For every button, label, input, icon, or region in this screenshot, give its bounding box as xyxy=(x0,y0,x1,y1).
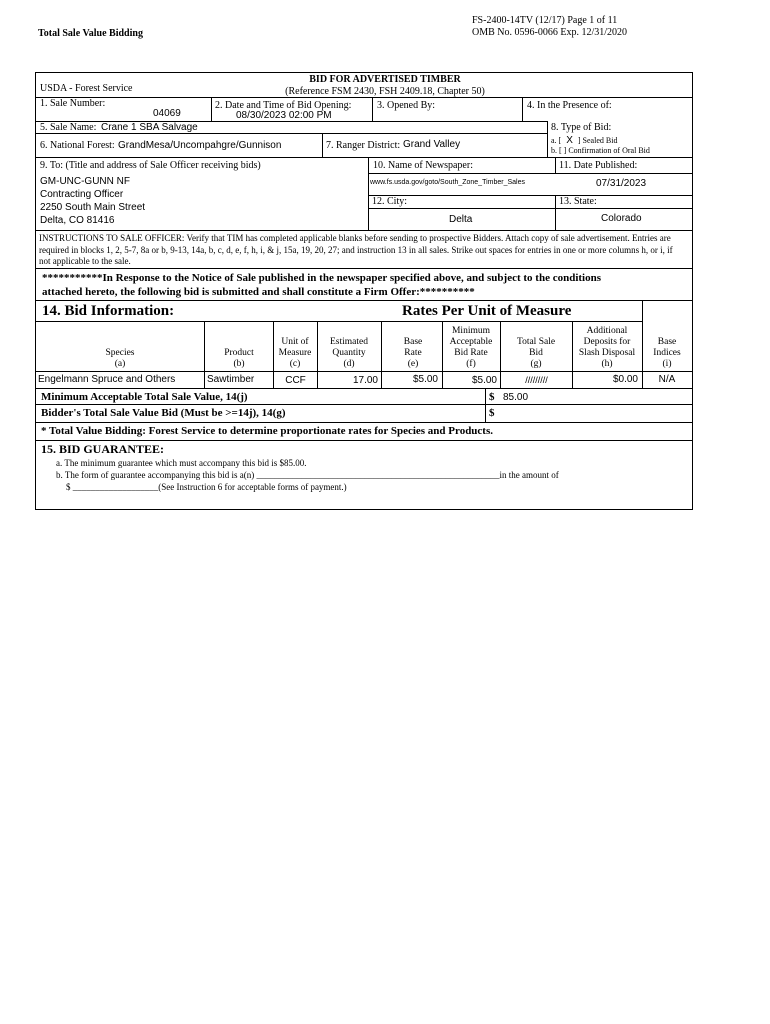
address-line: 2250 South Main Street xyxy=(40,202,146,213)
column-header-base-rate xyxy=(398,337,428,370)
national-forest-label: 6. National Forest: xyxy=(40,140,115,151)
guarantee-line-a: a. The minimum guarantee which must accompany this bid is $85.00. xyxy=(56,458,307,468)
column-name: Estimated Quantity xyxy=(330,337,368,358)
date-published-value[interactable]: 07/31/2023 xyxy=(596,178,647,189)
column-code: (g) xyxy=(530,359,542,369)
state-value[interactable]: Colorado xyxy=(601,213,642,224)
species-cell[interactable]: Engelmann Spruce and Others xyxy=(38,374,176,385)
column-name: Unit of Measure xyxy=(278,337,312,358)
sealed-bid-text: ] Sealed Bid xyxy=(577,136,618,145)
min-total-label: Minimum Acceptable Total Sale Value, 14(j) xyxy=(41,391,248,403)
form-number: FS-2400-14TV (12/17) Page 1 of 11 xyxy=(472,15,618,26)
sale-number-value[interactable]: 04069 xyxy=(153,108,181,119)
unit-cell[interactable]: CCF xyxy=(285,375,306,386)
column-header-total-bid xyxy=(506,337,566,370)
newspaper-label: 10. Name of Newspaper: xyxy=(373,160,473,171)
city-label: 12. City: xyxy=(372,196,408,207)
newspaper-value[interactable]: www.fs.usda.gov/goto/South_Zone_Timber_Sales xyxy=(370,179,525,186)
address-line: GM-UNC-GUNN NF xyxy=(40,176,130,187)
address-line: Contracting Officer xyxy=(40,189,124,200)
min-total-dollar-sign: $ xyxy=(489,391,495,403)
column-name: Total Sale Bid xyxy=(516,337,556,358)
min-total-value[interactable]: 85.00 xyxy=(503,392,529,403)
bidder-total-label: Bidder's Total Sale Value Bid (Must be >=14j), 14(g) xyxy=(41,407,286,419)
sale-name-value[interactable]: Crane 1 SBA Salvage xyxy=(101,122,198,133)
sale-officer-address[interactable] xyxy=(40,175,145,227)
column-header-base-indices xyxy=(646,337,688,370)
omb-number: OMB No. 0596-0066 Exp. 12/31/2020 xyxy=(472,27,627,38)
column-name: Product xyxy=(224,348,254,358)
rates-per-unit-title: Rates Per Unit of Measure xyxy=(402,303,572,319)
instructions-text: INSTRUCTIONS TO SALE OFFICER: Verify that TIM has completed applicable blanks before sending to prospective Bidders. Attach copy of sale advertisement. Entries are required in blocks 1, 2, 5-7, 8a or b, 9-13, 14a, b, c, d, e, f, h, i, & j, 15a, 19, 20, 27; and instruction 13 in all sales. Strike out spaces for entries in one or more columns h, or i, if not applicable to the sale. xyxy=(39,233,673,266)
base-rate-cell[interactable]: $5.00 xyxy=(412,374,438,385)
sealed-bid-checkmark: X xyxy=(566,135,573,146)
total-value-bidding-footnote: * Total Value Bidding: Forest Service to determine proportionate rates for Species and Products. xyxy=(41,425,494,437)
total-bid-cell[interactable]: ///////// xyxy=(525,375,548,385)
oral-bid-option[interactable]: b. [ ] Confirmation of Oral Bid xyxy=(551,146,650,155)
guarantee-amount-field[interactable]: $ ___________________(See Instruction 6 for acceptable forms of payment.) xyxy=(66,482,347,492)
firm-offer-statement-line2: attached hereto, the following bid is submitted and shall constitute a Firm Offer:********** xyxy=(42,286,475,298)
ranger-district-value[interactable]: Grand Valley xyxy=(403,139,461,150)
opened-by-label: 3. Opened By: xyxy=(377,100,436,111)
column-name: Species xyxy=(105,348,135,358)
column-header-slash-disposal xyxy=(574,326,640,370)
firm-offer-statement-line1: ***********In Response to the Notice of Sale published in the newspaper specified above, and subject to the conditions xyxy=(42,272,602,284)
column-code: (f) xyxy=(466,359,476,369)
quantity-cell[interactable]: 17.00 xyxy=(352,375,378,386)
agency-label: USDA - Forest Service xyxy=(40,83,133,94)
sealed-bid-option[interactable] xyxy=(551,135,617,146)
bid-type-label: 8. Type of Bid: xyxy=(551,122,612,133)
column-code: (c) xyxy=(289,359,301,369)
sealed-bid-bracket: a. [ xyxy=(551,136,562,145)
column-header-quantity xyxy=(320,337,378,370)
column-code: (b) xyxy=(233,359,245,369)
document-title: Total Sale Value Bidding xyxy=(38,28,143,39)
column-name: Additional Deposits for Slash Disposal xyxy=(578,326,636,358)
national-forest-value[interactable]: GrandMesa/Uncompahgre/Gunnison xyxy=(118,140,282,151)
bid-guarantee-title: 15. BID GUARANTEE: xyxy=(41,442,165,456)
ranger-district-label: 7. Ranger District: xyxy=(326,140,401,151)
form-title: BID FOR ADVERTISED TIMBER xyxy=(309,74,461,85)
sale-name-label: 5. Sale Name: xyxy=(40,122,97,133)
column-header-min-rate xyxy=(445,326,497,370)
form-reference: (Reference FSM 2430, FSH 2409.18, Chapter 50) xyxy=(285,86,485,97)
column-header-unit xyxy=(277,337,313,370)
state-label: 13. State: xyxy=(559,196,597,207)
column-name: Base Indices xyxy=(653,337,681,358)
bid-information-title: 14. Bid Information: xyxy=(42,303,175,319)
bid-opening-label: 2. Date and Time of Bid Opening: xyxy=(215,100,352,111)
sale-officer-label: 9. To: (Title and address of Sale Officer receiving bids) xyxy=(40,160,261,171)
slash-disposal-cell[interactable]: $0.00 xyxy=(612,374,638,385)
column-name: Minimum Acceptable Bid Rate xyxy=(449,326,493,358)
product-cell[interactable]: Sawtimber xyxy=(207,374,255,385)
city-value[interactable]: Delta xyxy=(449,214,473,225)
sale-number-label: 1. Sale Number: xyxy=(40,98,106,109)
column-header-species xyxy=(36,348,204,370)
column-code: (d) xyxy=(343,359,355,369)
min-rate-cell[interactable]: $5.00 xyxy=(471,375,497,386)
column-code: (e) xyxy=(407,359,419,369)
date-published-label: 11. Date Published: xyxy=(559,160,638,171)
bid-opening-value[interactable]: 08/30/2023 02:00 PM xyxy=(236,110,332,121)
presence-label: 4. In the Presence of: xyxy=(527,100,612,111)
column-code: (a) xyxy=(114,359,126,369)
bidder-total-dollar-sign[interactable]: $ xyxy=(489,407,495,419)
address-line: Delta, CO 81416 xyxy=(40,215,115,226)
column-code: (i) xyxy=(662,359,672,369)
guarantee-form-field[interactable]: b. The form of guarantee accompanying this bid is a(n) ______________________________________________________in the amount of xyxy=(56,470,559,480)
base-indices-cell[interactable]: N/A xyxy=(658,374,676,385)
column-code: (h) xyxy=(601,359,613,369)
column-name: Base Rate xyxy=(403,337,423,358)
column-header-product xyxy=(205,348,273,370)
